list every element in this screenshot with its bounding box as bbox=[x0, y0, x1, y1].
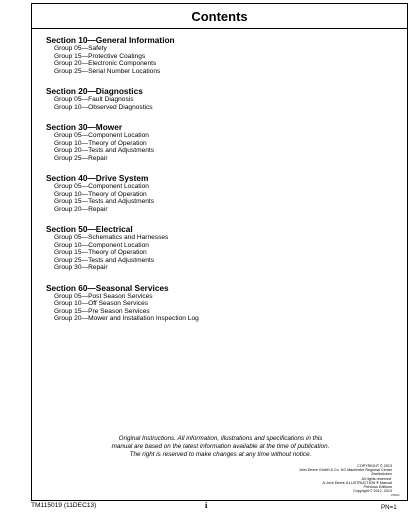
group-entry[interactable]: Group 25—Repair bbox=[54, 154, 108, 162]
group-entry[interactable]: Group 05—Component Location bbox=[54, 183, 149, 190]
notice-text bbox=[78, 435, 363, 459]
group-entry[interactable]: Group 15—Theory of Operation bbox=[54, 249, 147, 256]
notice-line: manual are based on the latest information available at the time of publication. bbox=[111, 443, 330, 450]
group-entry[interactable]: Group 05—Fault Diagnosis bbox=[54, 96, 134, 103]
section-heading[interactable]: Section 60—Seasonal Services bbox=[46, 282, 169, 293]
notice-line: The right is reserved to make changes at any time without notice. bbox=[129, 451, 312, 458]
group-entry[interactable]: Group 15—Protective Coatings bbox=[54, 52, 146, 60]
group-entry[interactable]: Group 15—Tests and Adjustments bbox=[54, 198, 155, 205]
copyright-line: COPYRIGHT © 2013 bbox=[357, 464, 392, 468]
group-entry[interactable]: Group 30—Repair bbox=[54, 264, 108, 271]
group-entry[interactable]: Group 10—Observed Diagnostics bbox=[54, 103, 153, 111]
group-entry[interactable]: Group 20—Tests and Adjustments bbox=[54, 147, 155, 154]
copyright-block bbox=[250, 464, 392, 493]
group-entry[interactable]: Group 20—Electronic Components bbox=[54, 60, 157, 67]
section-heading[interactable]: Section 20—Diagnostics bbox=[46, 86, 143, 96]
group-entry[interactable]: Group 15—Pre Season Services bbox=[54, 307, 150, 315]
copyright-line: Copyright © 2012, 2013 bbox=[352, 489, 392, 494]
side-code: 073013 bbox=[391, 494, 400, 497]
group-entry[interactable]: Group 20—Mower and Installation Inspection Log bbox=[54, 315, 199, 322]
section-heading[interactable]: Section 10—General Information bbox=[46, 35, 175, 45]
page-number: i bbox=[205, 500, 208, 510]
copyright-line: Zweibrücken bbox=[371, 472, 392, 477]
toc-section bbox=[46, 35, 376, 75]
toc-section bbox=[46, 122, 376, 162]
group-entry[interactable]: Group 10—Theory of Operation bbox=[54, 139, 147, 147]
group-entry[interactable]: Group 10—Component Location bbox=[54, 241, 149, 249]
copyright-line: A John Deere ILLUSTRUCTION ® Manual bbox=[322, 480, 392, 485]
section-heading[interactable]: Section 30—Mower bbox=[46, 122, 123, 132]
title-bar bbox=[32, 4, 407, 29]
group-entry[interactable]: Group 05—Component Location bbox=[54, 132, 149, 139]
group-entry[interactable]: Group 25—Serial Number Locations bbox=[54, 67, 161, 75]
group-entry[interactable]: Group 05—Post Season Services bbox=[54, 292, 153, 300]
table-of-contents bbox=[46, 35, 376, 334]
section-heading[interactable]: Section 50—Electrical bbox=[46, 224, 133, 234]
toc-section bbox=[46, 173, 376, 213]
document-id: TM115019 (11DEC13) bbox=[31, 502, 97, 509]
group-entry[interactable]: Group 25—Tests and Adjustments bbox=[54, 256, 155, 264]
copyright-line: Previous Editions bbox=[363, 485, 392, 490]
group-entry[interactable]: Group 10—Theory of Operation bbox=[54, 190, 147, 198]
toc-section bbox=[46, 86, 376, 111]
page-title: Contents bbox=[191, 8, 248, 24]
toc-section bbox=[46, 224, 376, 272]
page-code: PN=1 bbox=[381, 504, 397, 511]
copyright-line: John Deere GmbH & Co. KG Mannheim Regional Center bbox=[298, 468, 392, 473]
group-entry[interactable]: Group 05—Schematics and Harnesses bbox=[54, 234, 169, 241]
group-entry[interactable]: Group 10—Off Season Services bbox=[54, 300, 149, 307]
group-entry[interactable]: Group 20—Repair bbox=[54, 205, 108, 213]
group-entry[interactable]: Group 05—Safety bbox=[54, 45, 107, 52]
notice-line: Original Instructions. All information, illustrations and specifications in this bbox=[118, 435, 323, 442]
page-frame bbox=[31, 3, 408, 501]
copyright-line: All rights reserved. bbox=[361, 476, 392, 481]
section-heading[interactable]: Section 40—Drive System bbox=[46, 173, 149, 183]
toc-section bbox=[46, 283, 376, 323]
